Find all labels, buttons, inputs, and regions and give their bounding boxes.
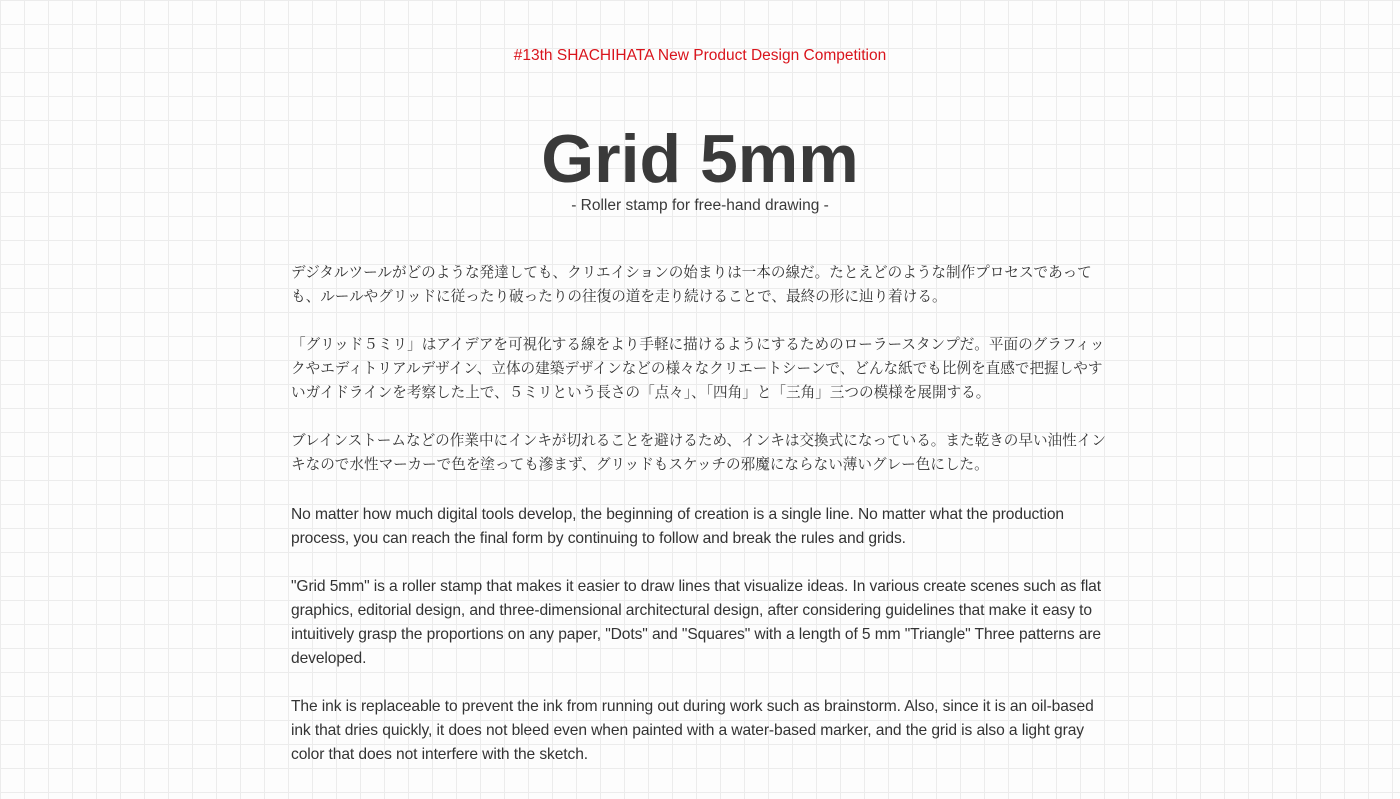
page-subtitle: - Roller stamp for free-hand drawing - bbox=[571, 197, 829, 214]
description-paragraph-en-3: The ink is replaceable to prevent the ink from running out during work such as brainstorm. Also, since it is an oil-based ink that dries quickly, it does not bleed even when painted with a water-based marker, and the grid is also a light gray color that does not interfere with the sketch. bbox=[291, 698, 1094, 763]
description-paragraph-jp-3: ブレインストームなどの作業中にインキが切れることを避けるため、インキは交換式になっている。また乾きの早い油性インキなので水性マーカーで色を塗っても滲まず、グリッドもスケッチの邪魔にならない薄いグレー色にした。 bbox=[291, 432, 1106, 473]
page-title: Grid 5mm bbox=[541, 121, 859, 197]
description-paragraph-jp-2: 「グリッド５ミリ」はアイデアを可視化する線をより手軽に描けるようにするためのローラースタンプだ。平面のグラフィックやエディトリアルデザイン、立体の建築デザインなどの様々なクリエートシーンで、どんな紙でも比例を直感で把握しやすいガイドラインを考察した上で、５ミリという長さの「点々」、「四角」と「三角」三つの模様を展開する。 bbox=[291, 336, 1105, 401]
description-paragraph-jp-1: デジタルツールがどのような発達しても、クリエイションの始まりは一本の線だ。たとえどのような制作プロセスであっても、ルールやグリッドに従ったり破ったりの往復の道を走り続けることで、最終の形に辿り着ける。 bbox=[291, 264, 1092, 305]
description-paragraph-en-1: No matter how much digital tools develop, the beginning of creation is a single line. No matter what the production process, you can reach the final form by continuing to follow and break the rules and grids. bbox=[291, 506, 1064, 547]
competition-label: #13th SHACHIHATA New Product Design Competition bbox=[513, 47, 887, 64]
description-paragraph-en-2: "Grid 5mm" is a roller stamp that makes it easier to draw lines that visualize ideas. In various create scenes such as flat graphics, editorial design, and three-dimensional architectural design, after considering guidelines that make it easy to intuitively grasp the proportions on any paper, "Dots" and "Squares" with a length of 5 mm "Triangle" Three patterns are developed. bbox=[291, 578, 1102, 667]
